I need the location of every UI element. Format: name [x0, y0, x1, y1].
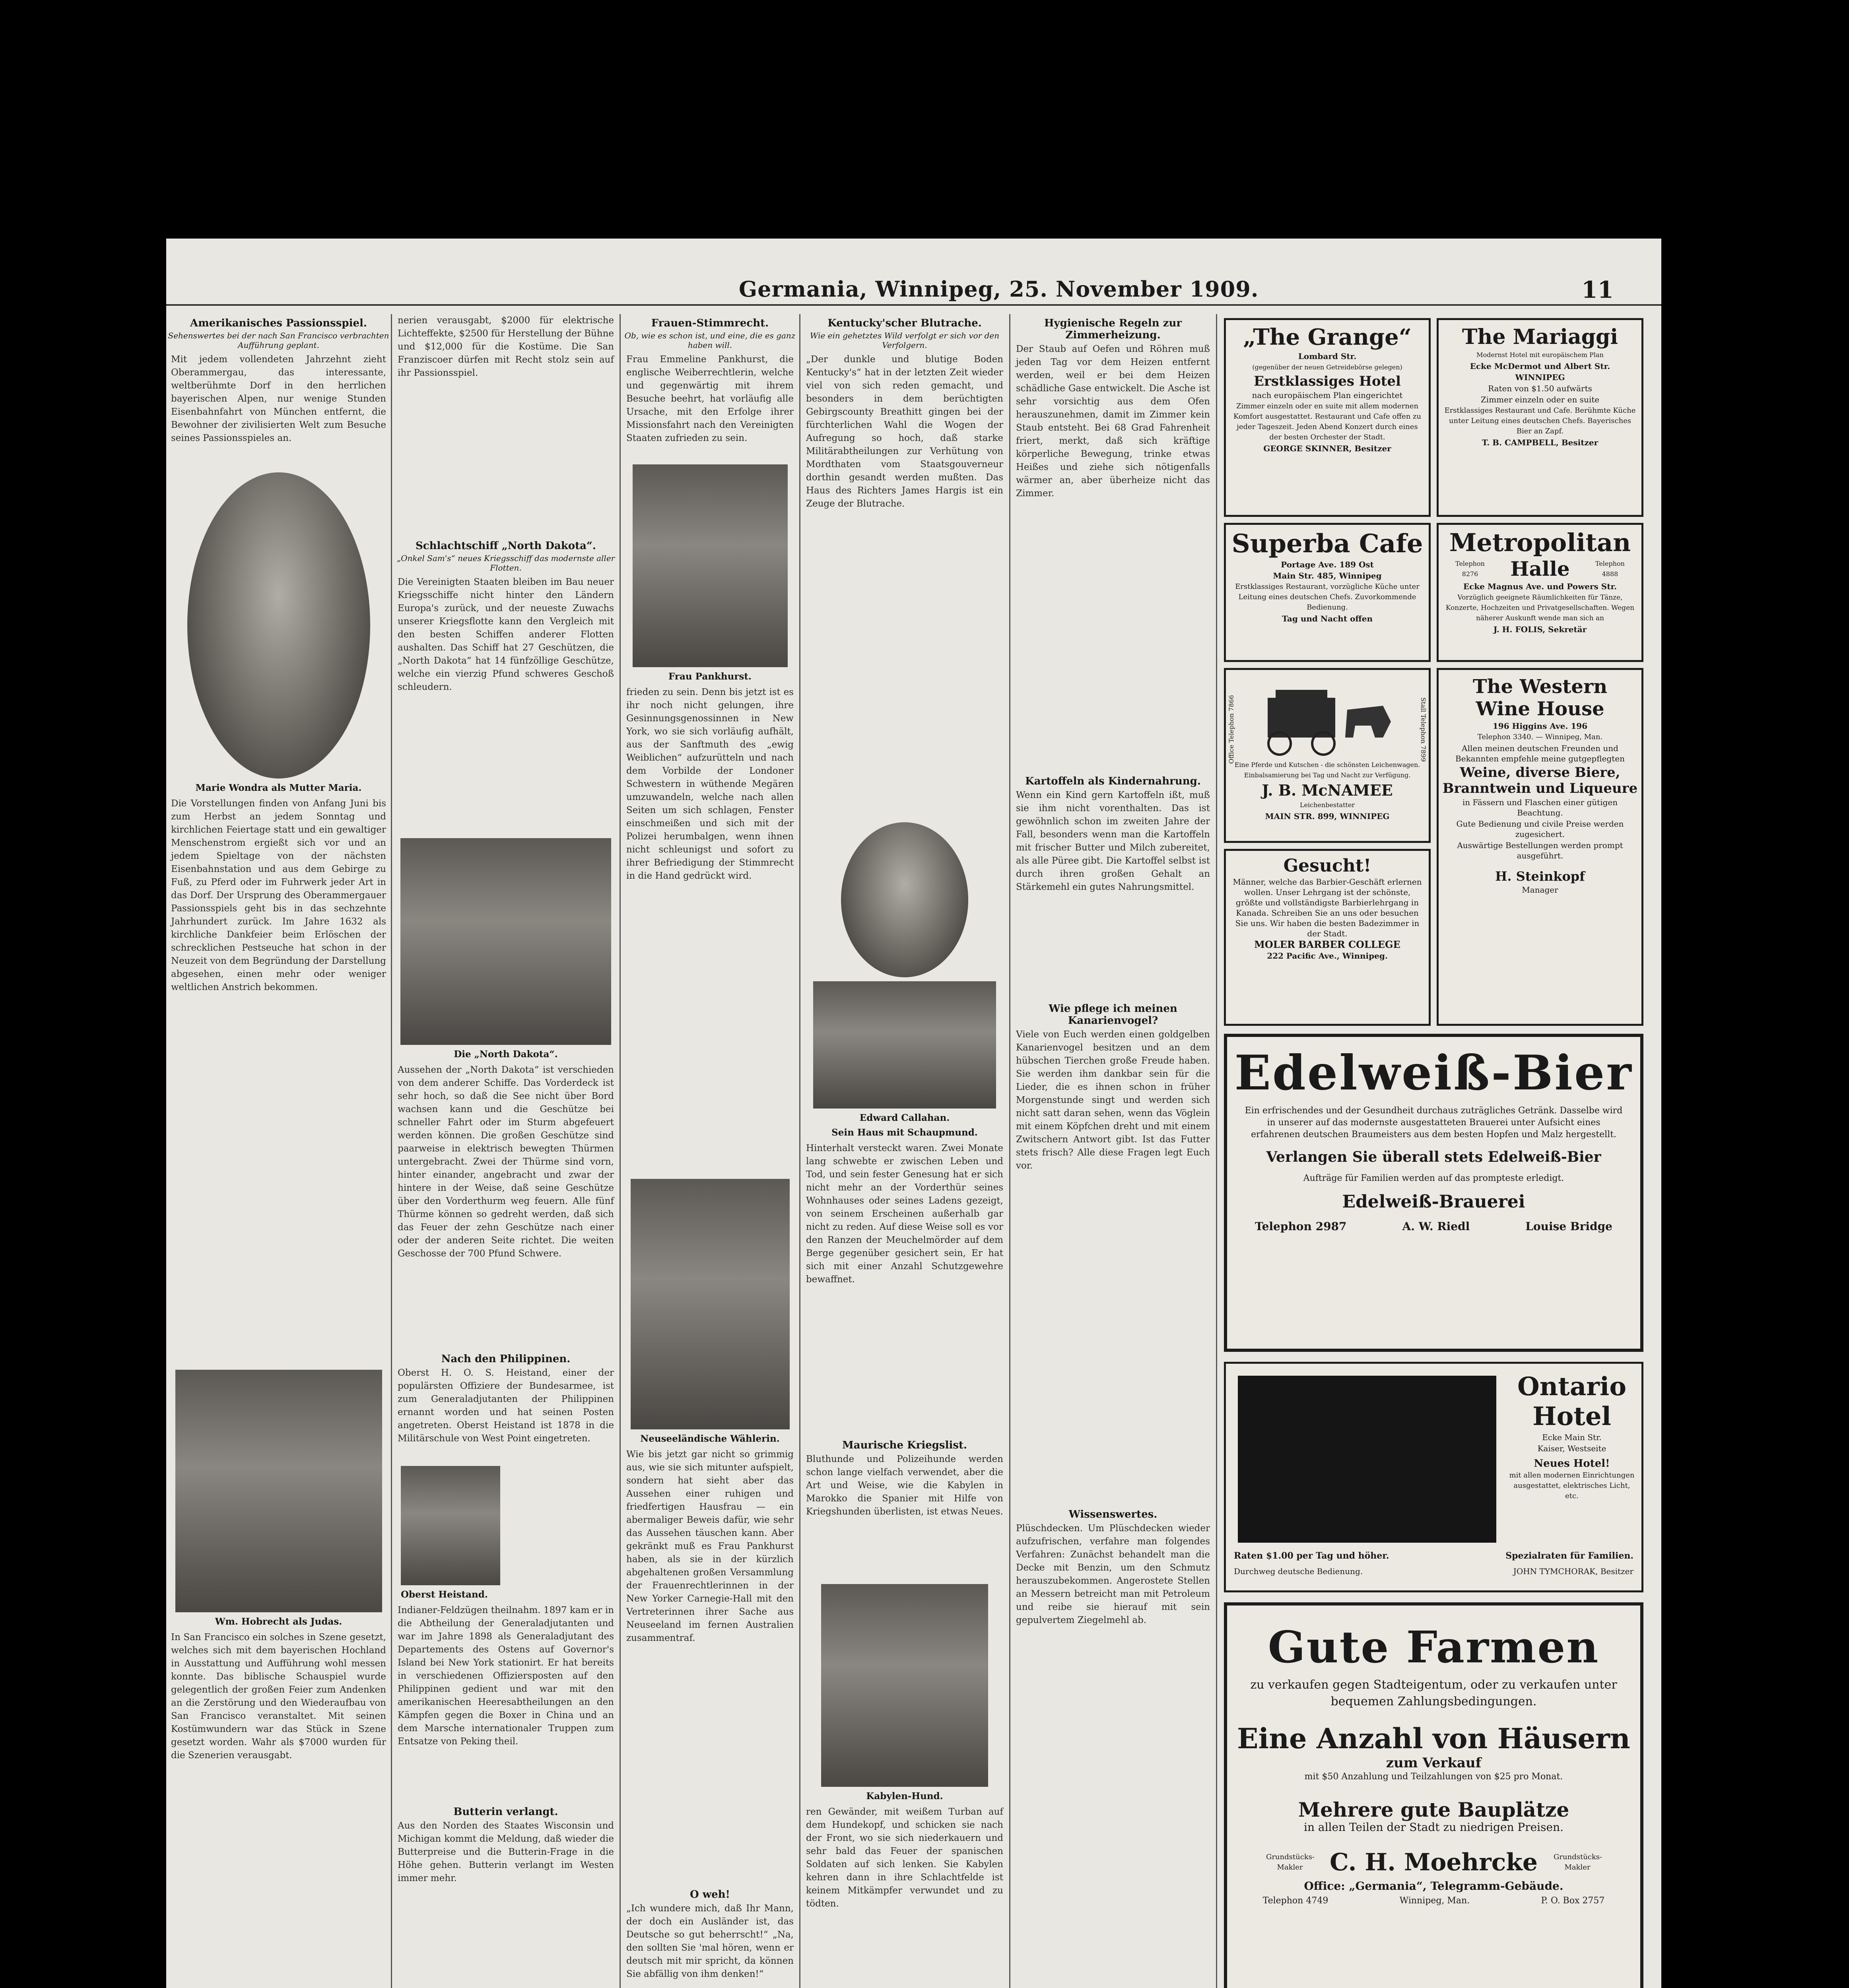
ad-text: Durchweg deutsche Bedienung. — [1234, 1567, 1363, 1576]
ad-title: The Mariaggi — [1462, 325, 1618, 349]
ad-text: Raten $1.00 per Tag und höher. — [1234, 1551, 1389, 1561]
photo-caption: Marie Wondra als Mutter Maria. — [195, 782, 362, 793]
photo-caption: Frau Pankhurst. — [668, 671, 752, 682]
ad-title: „The Grange“ — [1243, 324, 1412, 350]
photo-caption: Kabylen-Hund. — [866, 1791, 943, 1802]
article-text: „Der dunkle und blutige Boden Kentucky's“ hat in der letzten Zeit wieder viel von sich reden gemacht, und besonders in dem berüchtigten Gebirgscounty Breathitt gingen bei der fürchterlichen Wahl die Wogen der Aufregung so hoch, daß starke Militärabtheilungen zur Verhütung von Mordthaten vom Staatsgouverneur dorthin gesandt werden mußten. Das Haus des Richters James Hargis ist ein Zeuge der Blutrache. — [806, 354, 1003, 509]
article-heading: Hygienische Regeln zur Zimmerheizung. — [1044, 317, 1182, 341]
article-text: Mit jedem vollendeten Jahrzehnt zieht Oberammergau, das interessante, weltberühmte Dorf in den herrlichen bayerischen Alpen, nur wenige Stunden Eisenbahnfahrt von München entfernt, die Bewohner der zivilisierten Welt zum Besuche seines Passionsspieles an. — [171, 354, 386, 443]
ad-text: Grundstücks-Makler — [1554, 1853, 1602, 1872]
article-text: „Ich wundere mich, daß Ihr Mann, der doch ein Ausländer ist, das Deutsche so gut beherrscht!“ „Na, den sollten Sie 'mal hören, wenn er deutsch mit mir spricht, da können Sie abfällig von ihm denken!“ — [626, 1903, 794, 1979]
battleship-photo — [400, 838, 611, 1045]
article-text: Wie bis jetzt gar nicht so grimmig aus, wie sie sich mitunter aufspielt, sondern hat sieht aber das Aussehen einer ruhigen und friedfertigen Hausfrau — ein abermaliger Beweis dafür, wie sehr das Aussehen täuschen kann. Aber gekränkt muß es Frau Pankhurst haben, als sie in der kürzlich abgehaltenen großen Versammlung der Frauenrechtlerinnen in der New Yorker Carnegie-Hall mit den Vertreterinnen ihrer Sache aus Neuseeland im fernen Australien zusammentraf. — [626, 1449, 794, 1643]
ad-text: Männer, welche das Barbier-Geschäft erlernen wollen. Unser Lehrgang ist der schönste, größte und vollständigste Barbierlehrgang in Kanada. Schreiben Sie an uns oder besuchen Sie uns. Wir haben die besten Badezimmer in der Stadt. — [1233, 877, 1422, 938]
ad-text: Weine, diverse Biere, — [1460, 765, 1620, 780]
ad-text: Vorzüglich geeignete Räumlichkeiten für Tänze, Konzerte, Hochzeiten und Privatgesellschaften. Wegen näherer Auskunft wende man sich an — [1445, 594, 1635, 622]
article-text: Aussehen der „North Dakota“ ist verschieden von dem anderer Schiffe. Das Vorderdeck ist sehr hoch, so daß die See nicht über Bord wachsen kann und die Geschütze bei schneller Fahrt oder im Sturm abgefeuert werden können. Die großen Geschütze sind paarweise in elektrisch bewegten Thürmen untergebracht. Zwei der Thürme sind vorn, hinter einander, angebracht und zwar der hintere in der Weise, daß seine Geschütze über den Vorderthurm weg feuern. Alle fünf Thürme können so gedreht werden, daß sich das Feuer der zehn Geschütze nach einer oder der anderen Seite richtet. Die weiten Geschosse der 700 Pfund Schwere. — [398, 1065, 614, 1259]
column-rule — [1216, 314, 1217, 1988]
ad-text: mit allen modernen Einrichtungen ausgestattet, elektrisches Licht, etc. — [1509, 1471, 1635, 1500]
hotel-photo — [1238, 1376, 1496, 1543]
ad-barber-college — [1224, 849, 1431, 1026]
article-heading: Nach den Philippinen. — [441, 1353, 571, 1365]
article-text: Indianer-Feldzügen theilnahm. 1897 kam er in die Abtheilung der Generaladjutanten und war im Jahre 1898 als Generaladjutant des Departements des Ostens auf Governor's Island bei New York stationirt. Er hat bereits in verschiedenen Offiziersposten auf den Philippinen gedient und war mit den amerikanischen Heeresabtheilungen an den Kämpfen gegen die Boxer in China und an dem Marsche internationaler Truppen zum Entsatze von Peking theil. — [398, 1605, 614, 1747]
ad-text: Stall Telephon 7899 — [1420, 697, 1427, 762]
ad-text: Branntwein und Liqueure — [1442, 780, 1638, 796]
ad-brewery: Edelweiß-Brauerei — [1342, 1192, 1525, 1212]
article-text: Viele von Euch werden einen goldgelben Kanarienvogel besitzen und an dem hübschen Tierchen große Freude haben. Sie werden ihm dankbar sein für die Lieder, die es ihnen schon in früher Morgenstunde singt und werden sich nicht satt daran sehen, wenn das Vöglein mit einem Köpfchen dreht und mit einem Zwitschern Antwort gibt. Ist das Futter stets frisch? Alle diese Fragen legt Euch vor. — [1016, 1029, 1210, 1171]
ad-title: Gute Farmen — [1268, 1621, 1600, 1673]
ad-tel: Telephon 4749 — [1262, 1896, 1328, 1906]
ad-superba — [1224, 523, 1431, 662]
ad-text: Zimmer einzeln oder en suite mit allem modernen Komfort ausgestattet. Restaurant und Cafe offen zu jeder Tageszeit. Jeden Abend Konzert durch eines der besten Orchester der Stadt. — [1233, 402, 1422, 441]
photo-caption: Sein Haus mit Schaupmund. — [831, 1127, 978, 1138]
article-text: Bluthunde und Polizeihunde werden schon lange vielfach verwendet, aber die Art und Weise, wie die Kabylen in Marokko die Spanier mit Hilfe von Kriegshunden überlisten, ist etwas Neues. — [806, 1454, 1003, 1517]
ad-street: 196 Higgins Ave. 196 — [1492, 721, 1588, 731]
ad-text: in Fässern und Flaschen einer gütigen Beachtung. — [1462, 798, 1618, 817]
kabylen-dog-photo — [821, 1584, 988, 1787]
column-3 — [622, 314, 798, 1988]
ad-city: WINNIPEG — [1515, 373, 1565, 382]
ad-edelweiss — [1224, 1034, 1643, 1352]
column-5 — [1011, 314, 1215, 1988]
article-text: ren Gewänder, mit weißem Turban auf dem Hundekopf, und schicken sie nach der Front, wo sie sich niederkauern und sehr bald das Feuer der spanischen Soldaten auf sich lenken. Sie Kabylen kehren dann in ihre Schlachtfelde ist keinem Mitkämpfer verwundet und zu tödten. — [806, 1807, 1003, 1909]
ad-title: Ontario — [1517, 1372, 1627, 1402]
ad-owner: A. W. Riedl — [1402, 1220, 1470, 1233]
ad-title: The Western — [1472, 676, 1608, 698]
ad-name: MOLER BARBER COLLEGE — [1254, 939, 1400, 950]
ad-title: Gesucht! — [1283, 856, 1371, 876]
ad-text: zum Verkauf — [1386, 1755, 1482, 1771]
ad-owner: GEORGE SKINNER, Besitzer — [1263, 444, 1391, 453]
ad-metropolitan — [1437, 523, 1643, 662]
ad-title: Wine House — [1476, 698, 1604, 720]
ad-office: Office: „Germania“, Telegramm-Gebäude. — [1304, 1879, 1563, 1893]
voter-photo — [631, 1179, 790, 1429]
article-text: Frau Emmeline Pankhurst, die englische Weiberrechtlerin, welche und gegenwärtig mit ihrem Besuche beehrt, hat vorläufig alle Ursache, mit den Erfolge ihrer Missionsfahrt nach den Vereinigten Staaten zufrieden zu sein. — [626, 354, 794, 443]
ad-slogan: Verlangen Sie überall stets Edelweiß-Bier — [1266, 1149, 1601, 1165]
ad-text: Erstklassiges Restaurant und Cafe. Berühmte Küche unter Leitung eines deutschen Chefs. Bayerisches Bier an Zapf. — [1444, 406, 1636, 435]
article-subhead: Wie ein gehetztes Wild verfolgt er sich vor den Verfolgern. — [810, 331, 1000, 350]
ad-title: Mehrere gute Bauplätze — [1298, 1798, 1569, 1821]
photo-caption: Edward Callahan. — [859, 1112, 950, 1123]
ad-owner: JOHN TYMCHORAK, Besitzer — [1513, 1567, 1633, 1576]
ad-title: Superba Cafe — [1231, 529, 1423, 559]
ad-text: Tag und Nacht offen — [1282, 614, 1373, 623]
ad-grange — [1224, 318, 1431, 517]
photo-caption: Die „North Dakota“. — [454, 1049, 558, 1060]
ad-text: Telephon 4888 — [1595, 559, 1625, 578]
photo-caption: Neuseeländische Wählerin. — [640, 1433, 780, 1444]
article-heading: Wie pflege ich meinen Kanarienvogel? — [1049, 1003, 1177, 1027]
hearse-carriage-icon — [1252, 678, 1403, 757]
column-rule — [1009, 314, 1010, 1988]
ad-text: Modernst Hotel mit europäischem Plan — [1476, 351, 1604, 359]
ad-text: mit $50 Anzahlung und Teilzahlungen von $25 pro Monat. — [1304, 1772, 1563, 1782]
portrait-oval-photo — [187, 472, 370, 779]
ad-text: Gute Bedienung und civile Preise werden zugesichert. — [1456, 819, 1624, 839]
ad-text: Zimmer einzeln oder en suite — [1480, 395, 1600, 404]
callahan-photo — [841, 822, 968, 977]
ad-street: Portage Ave. 189 Ost — [1281, 560, 1374, 569]
ad-box: P. O. Box 2757 — [1541, 1896, 1605, 1906]
article-heading: Kartoffeln als Kindernahrung. — [1025, 775, 1201, 787]
ad-text: Telephon 8276 — [1455, 559, 1485, 578]
pankhurst-photo — [633, 464, 788, 667]
article-text: Die Vereinigten Staaten bleiben im Bau neuer Kriegsschiffe nicht hinter den Ländern Europa's zurück, und der neueste Zuwachs unserer Kriegsflotte kann den Vergleich mit den besten Schiffen anderer Flotten aushalten. Das Schiff hat 27 Geschützen, die „North Dakota“ hat 14 fünfzöllige Geschütze, welche ein vierzig Pfund schweres Geschoß schleudern. — [398, 577, 614, 692]
ad-text: Spezialraten für Familien. — [1505, 1551, 1633, 1561]
column-1 — [166, 314, 391, 1988]
ad-name: J. B. McNAMEE — [1262, 781, 1393, 799]
article-text: Oberst H. O. S. Heistand, einer der populärsten Offiziere der Bundesarmee, ist zum Generaladjutanten der Philippinen ernannt worden und hat seinen Posten angetreten. Oberst Heistand ist 1878 in die Militärschule von West Point eingetreten. — [398, 1368, 614, 1444]
ad-title: Edelweiß-Bier — [1234, 1045, 1633, 1101]
article-text: Der Staub auf Oefen und Röhren muß jeden Tag vor dem Heizen entfernt werden, weil er bei dem Heizen schädliche Gase entwickelt. Die Asche ist sehr vorsichtig aus dem Ofen herauszunehmen, damit im Zimmer kein Staub entsteht. Bei 68 Grad Fahrenheit friert, merkt, daß sich kräftige körperliche Bewegung, trinke etwas Heißes und ziehe sich nötigenfalls wärmer an, aber überheize nicht das Zimmer. — [1016, 344, 1210, 499]
article-subhead: Sehenswertes bei der nach San Francisco verbrachten Aufführung geplant. — [168, 331, 389, 350]
masthead-title: Germania, Winnipeg, 25. November 1909. — [739, 276, 1259, 302]
article-heading: Maurische Kriegslist. — [842, 1439, 967, 1451]
ad-moehrcke-real-estate — [1224, 1602, 1643, 1988]
article-text: Plüschdecken. Um Plüschdecken wieder aufzufrischen, verfahre man folgendes Verfahren: Zunächst behandelt man die Decke mit Benzin, um den Schmutz herauszubekommen. Angerostete Stellen an Messern betreicht man mit Petroleum und reibe sie hierauf mit sein gepulvertem Ziegelmehl ab. — [1016, 1523, 1210, 1625]
ad-street: Louise Bridge — [1525, 1220, 1612, 1233]
ad-text: Grundstücks-Makler — [1266, 1853, 1315, 1872]
ad-text: Allen meinen deutschen Freunden und Bekannten empfehle meine gutgepflegten — [1455, 744, 1625, 763]
ad-text: Telephon 3340. — Winnipeg, Man. — [1477, 733, 1603, 741]
ad-text: Leichenbestatter — [1299, 801, 1355, 809]
ad-text: Auswärtige Bestellungen werden prompt ausgeführt. — [1457, 841, 1623, 860]
ad-city: Winnipeg, Man. — [1399, 1896, 1470, 1906]
ad-owner: J. H. FOLIS, Sekretär — [1493, 625, 1587, 634]
ad-text: Eine Pferde und Kutschen - die schönsten Leichenwagen. Einbalsamierung bei Tag und Nacht zur Verfügung. — [1234, 761, 1420, 779]
article-text: frieden zu sein. Denn bis jetzt ist es ihr noch nicht gelungen, ihre Gesinnungsgenossinnen in New York, wo sie sich vorläufig aufhält, aus der Sanftmuth des „ewig Weiblichen“ aufzurütteln und nach dem Vorbilde der Londoner Schwestern in wüthende Megären umzuwandeln, welche nach allen Seiten um sich schlagen, Fenster einschmeißen und sich mit der Polizei herumbalgen, wenn ihnen nicht schleunigst und sofort zu ihrer Befriedigung der Stimmrecht in die Hand gedrückt wird. — [626, 687, 794, 881]
ad-text: nach europäischem Plan eingerichtet — [1252, 390, 1403, 400]
article-heading: Schlachtschiff „North Dakota“. — [416, 540, 596, 552]
newspaper-page — [166, 239, 1661, 1988]
ad-title: Halle — [1510, 557, 1570, 580]
masthead — [166, 276, 1661, 306]
ad-title: Metropolitan — [1449, 528, 1631, 557]
ad-text: Aufträge für Familien werden auf das prompteste erledigt. — [1303, 1173, 1564, 1183]
article-text: Aus den Norden des Staates Wisconsin und Michigan kommt die Meldung, daß wieder die Butterpreise und die Butterin-Frage in die Höhe gehen. Butterin verlangt im Westen immer mehr. — [398, 1821, 614, 1883]
ad-text: Manager — [1522, 885, 1558, 895]
ad-text: in allen Teilen der Stadt zu niedrigen Preisen. — [1303, 1821, 1564, 1834]
ad-text: Erstklassiges Restaurant, vorzügliche Küche unter Leitung eines deutschen Chefs. Zuvorkommende Bedienung. — [1235, 582, 1420, 612]
ad-owner: H. Steinkopf — [1495, 869, 1585, 884]
article-text: nerien verausgabt, $2000 für elektrische Lichteffekte, $2500 für Herstellung der Bühne und $12,000 für die Kostüme. Die San Franziscoer dürfen mit Recht stolz sein auf ihr Passionsspiel. — [398, 315, 614, 378]
column-2 — [393, 314, 619, 1988]
ad-text: (gegenüber der neuen Getreidebörse gelegen) — [1252, 363, 1402, 371]
column-rule — [620, 314, 621, 1988]
ad-owner: T. B. CAMPBELL, Besitzer — [1482, 438, 1598, 447]
article-text: In San Francisco ein solches in Szene gesetzt, welches sich mit dem bayerischen Hochland in Ausstattung und Aufführung wohl messen konnte. Das biblische Schauspiel wurde gelegentlich der großen Feier zum Andenken an die Zerstörung und den Wiederaufbau von San Francisco veranstaltet. Mit seinen Kostümwundern war das Stück in Szene gesetzt worden. Wahr als $7000 wurden für die Szenerien verausgabt. — [171, 1632, 386, 1761]
photo-caption: Oberst Heistand. — [401, 1589, 488, 1600]
ad-street: Ecke Magnus Ave. und Powers Str. — [1463, 582, 1617, 591]
oberst-photo — [401, 1466, 500, 1585]
ad-street: Lombard Str. — [1298, 351, 1357, 361]
photo-caption: Wm. Hobrecht als Judas. — [215, 1616, 342, 1627]
ad-mariaggi — [1437, 318, 1643, 517]
ad-mcnamee — [1224, 668, 1431, 843]
article-subhead: „Onkel Sam's“ neues Kriegsschiff das modernste aller Flotten. — [396, 553, 615, 573]
ad-title: Eine Anzahl von Häusern — [1237, 1722, 1630, 1755]
ad-street: MAIN STR. 899, WINNIPEG — [1265, 812, 1390, 821]
judas-photo — [175, 1370, 382, 1612]
page-number: 11 — [1581, 276, 1614, 303]
column-4 — [801, 314, 1008, 1988]
ad-ontario-hotel — [1224, 1362, 1643, 1592]
column-rule — [799, 314, 800, 1988]
ad-title: Hotel — [1532, 1402, 1611, 1431]
ad-tel: Telephon 2987 — [1255, 1220, 1347, 1233]
ad-text: Neues Hotel! — [1534, 1458, 1610, 1470]
article-text: Hinterhalt versteckt waren. Zwei Monate lang schwebte er zwischen Leben und Tod, und sein fester Genesung hat er sich nicht mehr an der Vorderthür seines Wohnhauses oder seines Ladens gezeigt, von seinem Erscheinen außerhalb gar nicht zu reden. Auf diese Weise soll es vor den Ranzen der Meuchelmörder auf dem Berge gegenüber gesichert sein, Er hat sich mit einer Anzahl Schutzgewehre bewaffnet. — [806, 1143, 1003, 1285]
article-text: Wenn ein Kind gern Kartoffeln ißt, muß sie ihm nicht vorenthalten. Das ist gewöhnlich schon im zweiten Jahre der Fall, besonders wenn man die Kartoffeln mit frischer Butter und Milch zubereitet, als alle Püree gibt. Die Kartoffel selbst ist durch ihren großen Gehalt an Stärkemehl ein gutes Nahrungsmittel. — [1016, 790, 1210, 892]
ad-street: Main Str. 485, Winnipeg — [1273, 571, 1382, 580]
house-photo — [813, 981, 996, 1109]
ad-street: Ecke Main Str. — [1542, 1433, 1602, 1442]
ad-name: C. H. Moehrcke — [1329, 1848, 1538, 1876]
article-heading: Kentucky'scher Blutrache. — [827, 317, 982, 329]
ad-text: Raten von $1.50 aufwärts — [1488, 384, 1592, 393]
ad-street: Kaiser, Westseite — [1537, 1444, 1606, 1453]
article-heading: Amerikanisches Passionsspiel. — [190, 317, 367, 329]
ad-text: zu verkaufen gegen Stadteigentum, oder zu verkaufen unter bequemen Zahlungsbedingungen. — [1250, 1678, 1617, 1708]
article-subhead: Ob, wie es schon ist, und eine, die es ganz haben will. — [624, 331, 796, 350]
article-heading: Wissenswertes. — [1068, 1508, 1158, 1520]
article-heading: O weh! — [690, 1889, 730, 1901]
ad-western-wine — [1437, 668, 1643, 1026]
article-text: Die Vorstellungen finden von Anfang Juni bis zum Herbst an jedem Sonntag und kirchlichen Feiertage statt und ein gewaltiger Menschenstrom ergießt sich vor und an jedem Spieltage von der nächsten Eisenbahnstation und aus dem Gebirge zu Fuß, zu Pferd oder im Fuhrwerk jeder Art in das Dorf. Der Ursprung des Oberammergauer Passionsspiels geht bis in das sechzehnte Jahrhundert zurück. Im Jahre 1632 als kirchliche Dankfeier beim Erlöschen der schrecklichen Pestseuche hat schon in der Neuzeit von dem Begründung der Darstellung abgesehen, einen mehr oder weniger weltlichen Anstrich bekommen. — [171, 798, 386, 992]
article-heading: Frauen-Stimmrecht. — [651, 317, 769, 329]
column-rule — [391, 314, 392, 1988]
ad-text: Office Telephon 7866 — [1227, 695, 1235, 764]
ad-street: Ecke McDermot und Albert Str. — [1470, 361, 1610, 371]
ad-street: 222 Pacific Ave., Winnipeg. — [1267, 951, 1388, 961]
ad-text: Ein erfrischendes und der Gesundheit durchaus zuträgliches Getränk. Dasselbe wird in unserer auf das modernste ausgestatteten Brauerei unter Aufsicht eines erfahrenen deutschen Braumeisters aus dem besten Hopfen und Malz hergestellt. — [1245, 1106, 1623, 1140]
article-heading: Butterin verlangt. — [453, 1806, 558, 1818]
ad-text: Erstklassiges Hotel — [1254, 373, 1401, 389]
